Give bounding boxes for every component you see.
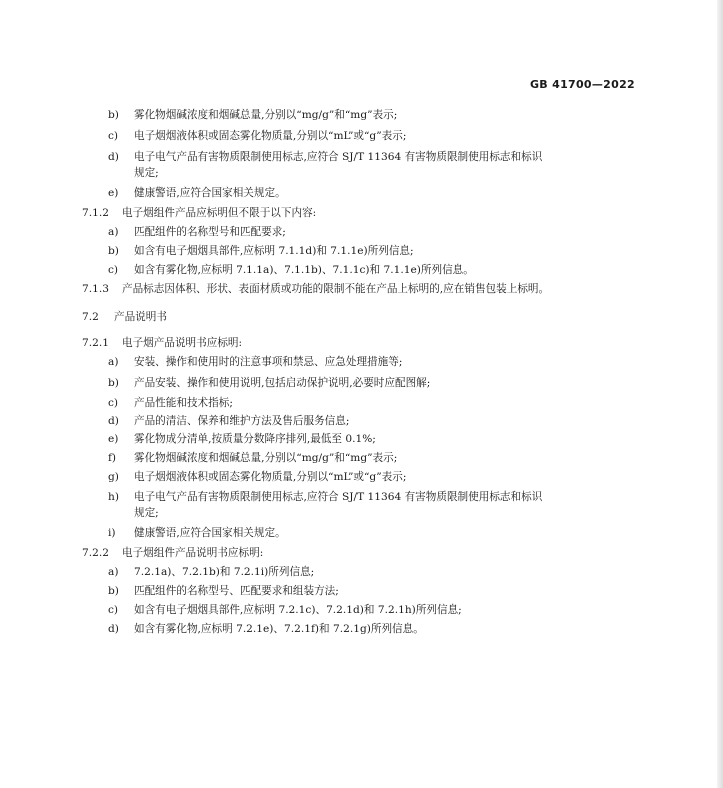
list-item: 匹配组件的名称型号和匹配要求; [134,226,286,238]
list-marker: a) [108,356,119,368]
list-item: 产品的清洁、保养和维护方法及售后服务信息; [134,415,350,427]
clause-number: 7.2.2 [82,547,109,559]
clause-number: 7.1.2 [82,207,109,219]
list-item: 如含有电子烟烟具部件,应标明 7.2.1c)、7.2.1d)和 7.2.1h)所列信息; [134,604,462,616]
list-item: 如含有电子烟烟具部件,应标明 7.1.1d)和 7.1.1e)所列信息; [134,245,414,257]
list-item-continuation: 规定; [134,167,159,179]
list-marker: c) [108,130,119,142]
list-item: 如含有雾化物,应标明 7.1.1a)、7.1.1b)、7.1.1c)和 7.1.1e)所列信息。 [134,264,474,276]
list-marker: b) [108,109,119,121]
clause-number: 7.2.1 [82,337,109,349]
list-marker: g) [108,471,119,483]
list-item: 匹配组件的名称型号、匹配要求和组装方法; [134,585,339,597]
list-marker: d) [108,415,119,427]
list-item: 电子烟烟液体积或固态雾化物质量,分别以“mL”或“g”表示; [134,471,407,483]
list-marker: a) [108,566,119,578]
page-edge-shadow [717,0,723,788]
list-item: 电子烟烟液体积或固态雾化物质量,分别以“mL”或“g”表示; [134,130,407,142]
list-marker: f) [108,452,117,464]
list-marker: a) [108,226,119,238]
list-marker: b) [108,377,119,389]
document-number: GB 41700—2022 [529,78,635,91]
list-item: 产品性能和技术指标; [134,397,233,409]
list-item: 如含有雾化物,应标明 7.2.1e)、7.2.1f)和 7.2.1g)所列信息。 [134,623,424,635]
list-item: 电子电气产品有害物质限制使用标志,应符合 SJ/T 11364 有害物质限制使用标志和标识 [134,151,543,163]
list-item: 雾化物烟碱浓度和烟碱总量,分别以“mg/g”和“mg”表示; [134,109,398,121]
list-item: 电子电气产品有害物质限制使用标志,应符合 SJ/T 11364 有害物质限制使用标志和标识 [134,491,543,503]
list-item: 健康警语,应符合国家相关规定。 [134,527,286,539]
list-item: 雾化物成分清单,按质量分数降序排列,最低至 0.1%; [134,433,376,445]
list-item: 产品安装、操作和使用说明,包括启动保护说明,必要时应配图解; [134,377,431,389]
clause-text: 电子烟组件产品应标明但不限于以下内容: [122,207,317,219]
list-marker: e) [108,187,119,199]
list-marker: i) [108,527,116,539]
list-marker: e) [108,433,119,445]
list-item: 7.2.1a)、7.2.1b)和 7.2.1i)所列信息; [134,566,315,578]
clause-text: 电子烟产品说明书应标明: [122,337,243,349]
list-item: 安装、操作和使用时的注意事项和禁忌、应急处理措施等; [134,356,403,368]
clause-text: 产品标志因体积、形状、表面材质或功能的限制不能在产品上标明的,应在销售包装上标明。 [122,283,550,295]
list-item: 雾化物烟碱浓度和烟碱总量,分别以“mg/g”和“mg”表示; [134,452,398,464]
section-number: 7.2 [82,311,99,323]
clause-text: 电子烟组件产品说明书应标明: [122,547,264,559]
clause-number: 7.1.3 [82,283,109,295]
list-marker: b) [108,245,119,257]
list-marker: d) [108,623,119,635]
list-item: 健康警语,应符合国家相关规定。 [134,187,286,199]
list-marker: h) [108,491,119,503]
list-marker: b) [108,585,119,597]
list-item-continuation: 规定; [134,507,159,519]
list-marker: d) [108,151,119,163]
list-marker: c) [108,604,119,616]
list-marker: c) [108,264,119,276]
section-title: 产品说明书 [114,311,167,323]
list-marker: c) [108,397,119,409]
